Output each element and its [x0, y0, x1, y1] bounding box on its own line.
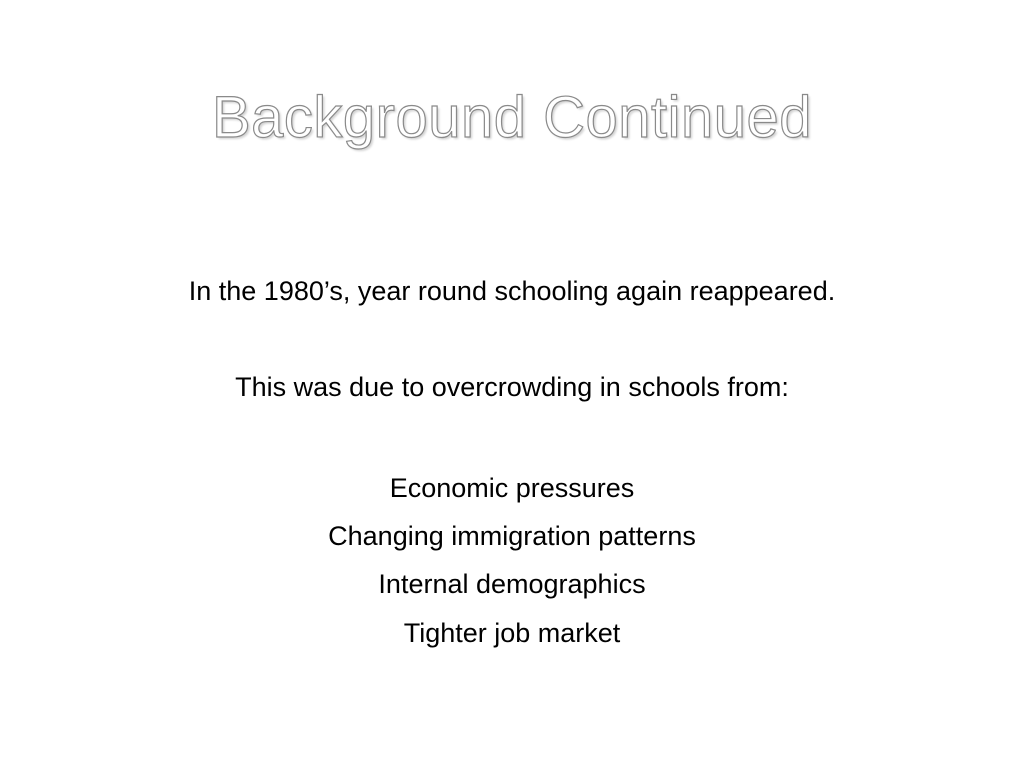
- intro-line: In the 1980’s, year round schooling again reappeared.: [188, 276, 836, 306]
- cause-line: This was due to overcrowding in schools from:: [235, 372, 789, 402]
- slide-title: Background Continued: [211, 85, 813, 150]
- list-item-demographics: Internal demographics: [378, 569, 646, 599]
- list-item-immigration: Changing immigration patterns: [328, 521, 696, 551]
- list-item-job-market: Tighter job market: [403, 618, 621, 648]
- list-item-economic: Economic pressures: [389, 473, 635, 503]
